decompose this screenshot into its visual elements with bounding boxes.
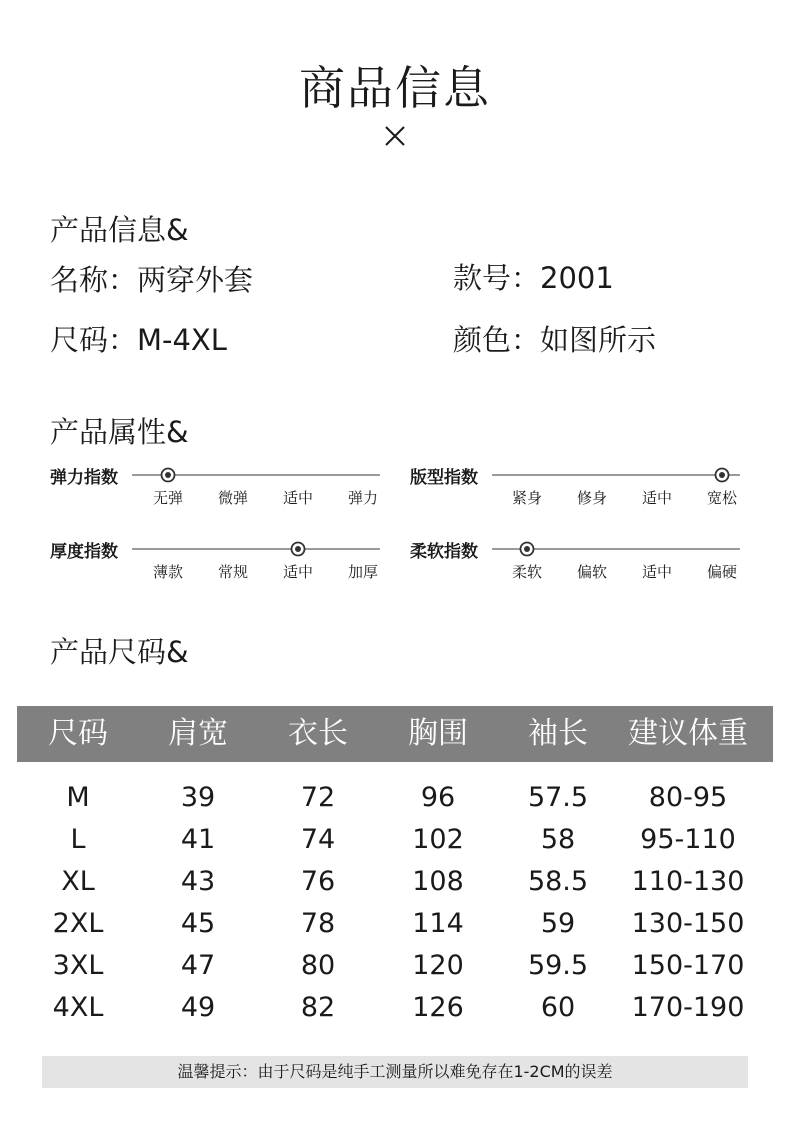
product-color: 颜色：如图所示 (453, 323, 657, 357)
scale-marker-icon (519, 541, 535, 557)
scale-tick-label: 紧身 (511, 489, 542, 507)
size-table-cell: 58 (540, 824, 576, 855)
size-table-cell: 95-110 (640, 824, 736, 855)
size-table-cell: L (70, 824, 86, 855)
size-table-cell: 59 (540, 908, 576, 939)
size-table-cell: 47 (180, 950, 216, 981)
product-size-heading: 产品尺码& (50, 635, 189, 669)
size-table-cell: 59.5 (527, 950, 589, 981)
product-size-range: 尺码：M-4XL (50, 323, 227, 357)
size-table-cell: 80 (300, 950, 336, 981)
size-table-cell: 43 (180, 866, 216, 897)
size-table-cell: 126 (412, 992, 464, 1023)
size-table-cell: 120 (412, 950, 464, 981)
scale-tick-label: 适中 (641, 563, 672, 581)
size-table-cell: 114 (412, 908, 464, 939)
size-table-cell: 82 (300, 992, 336, 1023)
scale-tick-label: 加厚 (347, 563, 378, 581)
page-title: 商品信息 (299, 61, 491, 115)
size-table-cell: 108 (412, 866, 464, 897)
product-name: 名称：两穿外套 (50, 263, 254, 297)
size-table-cell: 110-130 (631, 866, 745, 897)
product-style-number: 款号：2001 (453, 261, 614, 295)
scale-tick-label: 宽松 (706, 489, 737, 507)
size-table-cell: 170-190 (631, 992, 745, 1023)
attribute-label: 厚度指数 (50, 542, 118, 562)
size-table-cell: M (66, 782, 90, 813)
size-table-cell: 72 (300, 782, 336, 813)
size-table-cell: 74 (300, 824, 336, 855)
size-table-cell: 49 (180, 992, 216, 1023)
size-table-cell: 60 (540, 992, 576, 1023)
size-table-header-cell: 肩宽 (168, 716, 228, 751)
scale-tick-label: 微弹 (217, 489, 248, 507)
scale-marker-icon (714, 467, 730, 483)
size-table-cell: 2XL (52, 908, 104, 939)
scale-tick-label: 适中 (282, 563, 313, 581)
size-table-cell: 45 (180, 908, 216, 939)
scale-tick-label: 无弹 (152, 489, 183, 507)
size-table-cell: 39 (180, 782, 216, 813)
size-table-cell: 3XL (52, 950, 104, 981)
size-table-cell: 80-95 (648, 782, 728, 813)
size-table-cell: 4XL (52, 992, 104, 1023)
measurement-note: 温馨提示：由于尺码是纯手工测量所以难免存在1-2CM的误差 (177, 1062, 613, 1081)
product-info-heading: 产品信息& (50, 213, 189, 247)
product-attributes-heading: 产品属性& (50, 415, 189, 449)
scale-track (492, 474, 740, 476)
attribute-label: 版型指数 (410, 468, 478, 488)
size-table-cell: 78 (300, 908, 336, 939)
scale-tick-label: 偏硬 (706, 563, 737, 581)
scale-tick-label: 柔软 (511, 563, 542, 581)
close-icon[interactable] (383, 124, 407, 148)
size-table-cell: 41 (180, 824, 216, 855)
size-table-cell: 57.5 (527, 782, 589, 813)
size-table-cell: XL (61, 866, 95, 897)
scale-marker-icon (160, 467, 176, 483)
scale-tick-label: 适中 (641, 489, 672, 507)
scale-tick-label: 偏软 (576, 563, 607, 581)
attribute-label: 弹力指数 (50, 468, 118, 488)
size-table-header-cell: 胸围 (408, 716, 468, 751)
size-table-header-cell: 尺码 (48, 716, 108, 751)
size-table-header-cell: 袖长 (528, 716, 588, 751)
scale-tick-label: 修身 (576, 489, 607, 507)
size-table-cell: 58.5 (527, 866, 589, 897)
size-table-cell: 130-150 (631, 908, 745, 939)
scale-tick-label: 薄款 (152, 563, 183, 581)
size-table-cell: 150-170 (631, 950, 745, 981)
size-table-cell: 76 (300, 866, 336, 897)
scale-tick-label: 适中 (282, 489, 313, 507)
size-table-cell: 96 (420, 782, 456, 813)
size-table-header-cell: 衣长 (288, 716, 348, 751)
size-table-header-cell: 建议体重 (628, 716, 748, 751)
size-table-cell: 102 (412, 824, 464, 855)
scale-track (132, 548, 380, 550)
scale-tick-label: 常规 (217, 563, 248, 581)
scale-tick-label: 弹力 (347, 489, 378, 507)
attribute-label: 柔软指数 (410, 542, 478, 562)
scale-marker-icon (290, 541, 306, 557)
